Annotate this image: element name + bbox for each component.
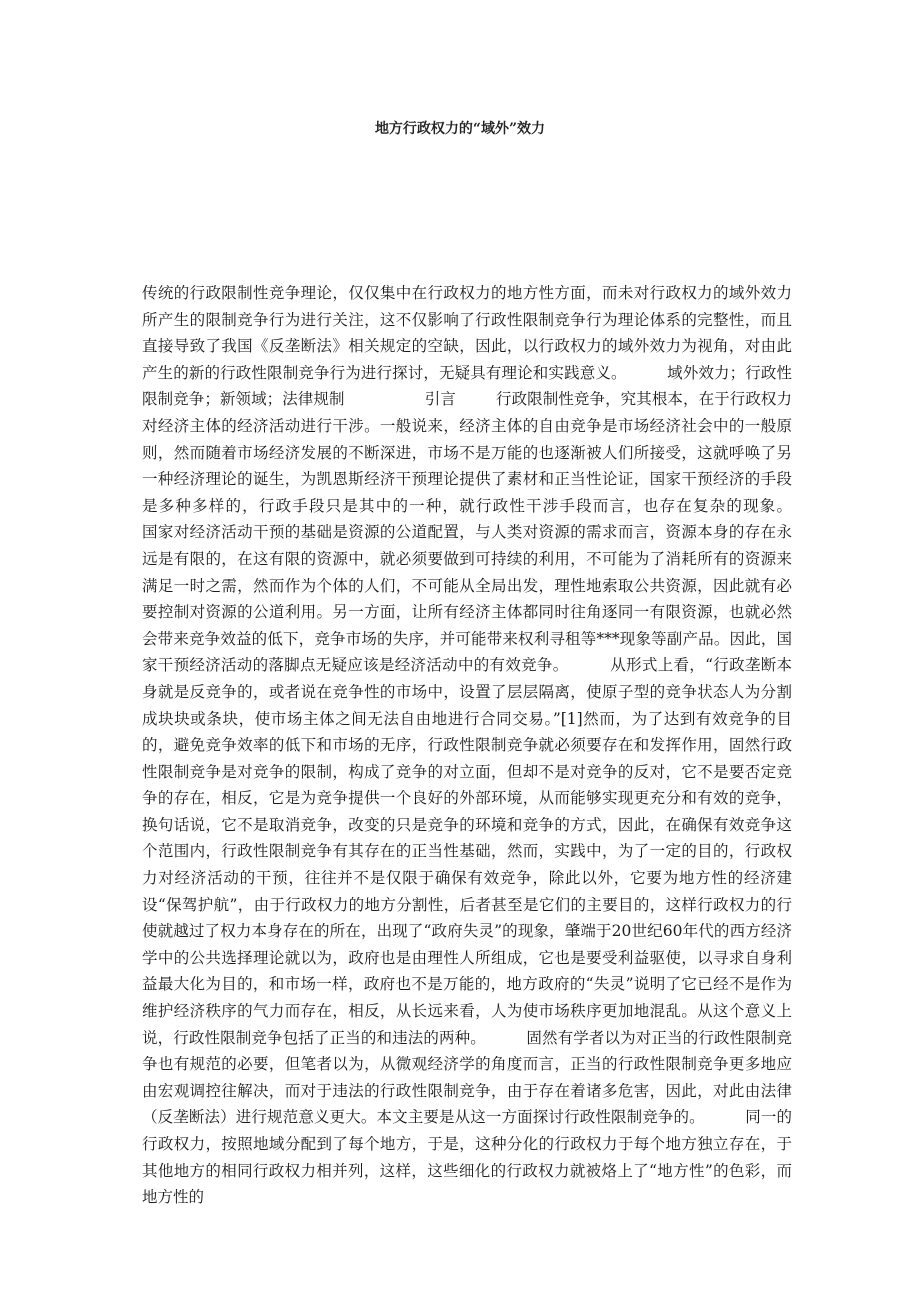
document-body-text: 传统的行政限制性竞争理论，仅仅集中在行政权力的地方性方面，而未对行政权力的域外效力所产生的限制竞争行为进行关注，这不仅影响了行政性限制竞争行为理论体系的完整性，而且直接导致了我国《反垄断法》相关规定的空缺，因此，以行政权力的域外效力为视角，对由此产生的新的行政性限制竞争行为进行探讨，无疑具有理论和实践意义。 域外效力；行政性限制竞争；新领域；法律规制 引言 行政限制性竞争，究其根本，在于行政权力对经济主体的经济活动进行干涉。一般说来，经济主体的自由竞争是市场经济社会中的一般原则，然而随着市场经济发展的不断深进，市场不是万能的也逐渐被人们所接受，这就呼唤了另一种经济理论的诞生，为凯恩斯经济干预理论提供了素材和正当性论证，国家干预经济的手段是多种多样的，行政手段只是其中的一种，就行政性干涉手段而言，也存在复杂的现象。 国家对经济活动干预的基础是资源的公道配置，与人类对资源的需求而言，资源本身的存在永远是有限的，在这有限的资源中，就必须要做到可持续的利用，不可能为了消耗所有的资源来满足一时之需，然而作为个体的人们，不可能从全局出发，理性地索取公共资源，因此就有必要控制对资源的公道利用。另一方面，让所有经济主体都同时往角逐同一有限资源，也就必然会带来竞争效益的低下，竞争市场的失序，并可能带来权利寻租等***现象等副产品。因此，国家干预经济活动的落脚点无疑应该是经济活动中的有效竞争。 从形式上看，“行政垄断本身就是反竞争的，或者说在竞争性的市场中，设置了层层隔离，使原子型的竞争状态人为分割成块块或条块，使市场主体之间无法自由地进行合同交易。”[1]然而，为了达到有效竞争的目的，避免竞争效率的低下和市场的无序，行政性限制竞争就必须要存在和发挥作用，固然行政性限制竞争是对竞争的限制，构成了竞争的对立面，但却不是对竞争的反对，它不是要否定竞争的存在，相反，它是为竞争提供一个良好的外部环境，从而能够实现更充分和有效的竞争，换句话说，它不是取消竞争，改变的只是竞争的环境和竞争的方式，因此，在确保有效竞争这个范围内，行政性限制竞争有其存在的正当性基础，然而，实践中，为了一定的目的，行政权力对经济活动的干预，往往并不是仅限于确保有效竞争，除此以外，它要为地方性的经济建设“保驾护航”，由于行政权力的地方分割性，后者甚至是它们的主要目的，这样行政权力的行使就越过了权力本身存在的所在，出现了“政府失灵”的现象，肇端于20世纪60年代的西方经济学中的公共选择理论就以为，政府也是由理性人所组成，它也是要受利益驱使，以寻求自身利益最大化为目的，和市场一样，政府也不是万能的，地方政府的“失灵”说明了它已经不是作为维护经济秩序的气力而存在，相反，从长远来看，人为使市场秩序更加地混乱。从这个意义上说，行政性限制竞争包括了正当的和违法的两种。 固然有学者以为对正当的行政性限制竞争也有规范的必要，但笔者以为，从微观经济学的角度而言，正当的行政性限制竞争更多地应由宏观调控往解决，而对于违法的行政性限制竞争，由于存在着诸多危害，因此，对此由法律（反垄断法）进行规范意义更大。本文主要是从这一方面探讨行政性限制竞争的。 同一的行政权力，按照地域分配到了每个地方，于是，这种分化的行政权力于每个地方独立存在，于其他地方的相同行政权力相并列，这样，这些细化的行政权力就被烙上了“地方性”的色彩，而地方性的 <box>142 284 832 1207</box>
document-title: 地方行政权力的“域外”效力 <box>374 121 546 137</box>
